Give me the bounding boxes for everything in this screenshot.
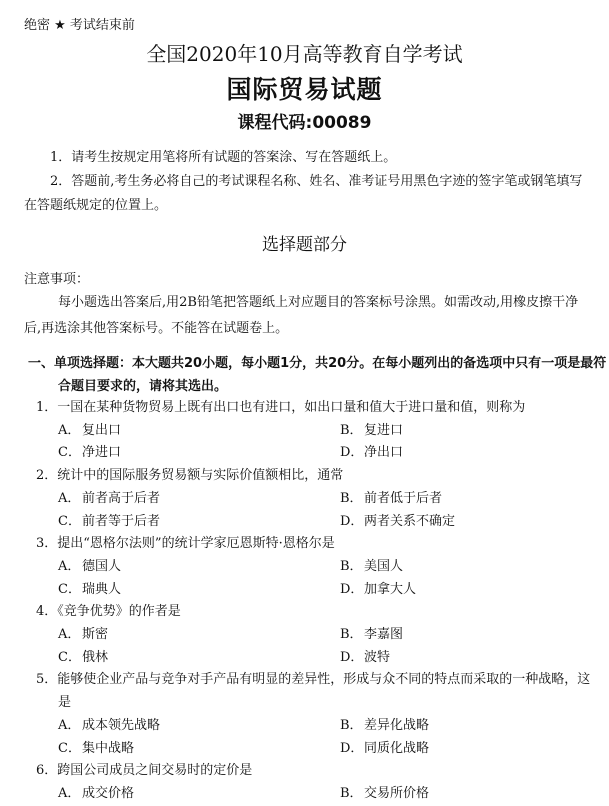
question-stem <box>36 601 591 624</box>
option-letter: A． <box>58 627 81 643</box>
option-text: 瑞典人 <box>82 581 122 597</box>
option-letter: B． <box>340 785 363 801</box>
question-list <box>36 397 591 806</box>
option-letter: C． <box>58 513 81 529</box>
question-text: 一国在某种货物贸易上既有出口也有进口，如出口量和值大于进口量和值，则称为 <box>57 400 526 415</box>
option-a <box>58 556 340 579</box>
option-group <box>36 624 591 669</box>
question-text: 提出“恩格尔法则”的统计学家厄恩斯特·恩格尔是 <box>57 536 335 552</box>
question-5 <box>36 669 591 760</box>
option-a <box>58 624 340 647</box>
question-3 <box>36 533 591 601</box>
option-d <box>340 579 590 602</box>
option-text: 同质化战略 <box>364 740 430 756</box>
option-letter: D． <box>340 581 364 597</box>
option-text: 斯密 <box>82 627 109 643</box>
option-text: 美国人 <box>364 558 404 574</box>
option-text: 交易所价格 <box>364 785 430 801</box>
option-text: 前者等于后者 <box>82 513 161 529</box>
question-stem <box>36 465 591 488</box>
option-b <box>340 715 590 738</box>
option-text: 复进口 <box>364 422 404 438</box>
option-c <box>58 442 340 465</box>
option-text: 前者低于后者 <box>364 490 443 506</box>
option-a <box>58 420 340 443</box>
option-text: 净进口 <box>82 445 122 461</box>
option-b <box>340 420 590 443</box>
option-d <box>340 647 590 670</box>
option-letter: B． <box>340 627 363 643</box>
option-letter: C． <box>58 649 81 665</box>
option-b <box>340 624 590 647</box>
subject-title: 国际贸易试题 <box>226 75 383 104</box>
notice-label: 注意事项： <box>24 272 90 287</box>
option-c <box>58 511 340 534</box>
option-letter: C． <box>58 740 81 756</box>
option-group <box>36 783 591 806</box>
question-text: 统计中的国际服务贸易额与实际价值额相比，通常 <box>57 468 344 484</box>
option-letter: D． <box>340 445 364 461</box>
option-letter: A． <box>58 785 81 801</box>
question-stem <box>36 760 591 783</box>
option-a <box>58 488 340 511</box>
question-number: 5． <box>36 672 58 688</box>
notice-text: 每小题选出答案后,用2B铅笔把答题纸上对应题目的答案标号涂黑。如需改动,用橡皮擦干净后,再选涂其他答案标号。不能答在试题卷上。 <box>24 295 579 336</box>
option-group <box>36 488 591 533</box>
option-letter: B． <box>340 558 363 574</box>
option-c <box>58 647 340 670</box>
question-number: 4． <box>36 604 58 620</box>
option-text: 集中战略 <box>82 740 135 756</box>
option-group <box>36 556 591 601</box>
question-1 <box>36 397 591 465</box>
option-letter: A． <box>58 717 81 733</box>
option-letter: D． <box>340 513 364 529</box>
option-text: 加拿大人 <box>364 581 417 597</box>
option-text: 前者高于后者 <box>82 490 161 506</box>
question-text: 能够使企业产品与竞争对手产品有明显的差异性，形成与众不同的特点而采取的一种战略，这是 <box>57 672 591 711</box>
option-letter: C． <box>58 445 81 461</box>
question-text: 《竞争优势》的作者是 <box>57 604 181 620</box>
option-letter: A． <box>58 490 81 506</box>
option-d <box>340 511 590 534</box>
option-text: 俄林 <box>82 649 109 665</box>
option-c <box>58 579 340 602</box>
option-text: 复出口 <box>82 422 122 438</box>
question-6 <box>36 760 591 805</box>
option-letter: A． <box>58 422 81 438</box>
question-stem <box>36 669 591 714</box>
option-text: 李嘉图 <box>364 627 404 643</box>
exam-title: 全国2020年10月高等教育自学考试 <box>146 42 463 66</box>
question-stem <box>36 397 591 420</box>
option-b <box>340 556 590 579</box>
question-number: 2． <box>36 468 58 484</box>
option-b <box>340 488 590 511</box>
section-title: 选择题部分 <box>262 235 347 255</box>
option-d <box>340 442 590 465</box>
option-letter: C． <box>58 581 81 597</box>
option-text: 两者关系不确定 <box>364 513 456 529</box>
instruction-1: 1．请考生按规定用笔将所有试题的答案涂、写在答题纸上。 <box>50 150 397 165</box>
option-letter: B． <box>340 422 363 438</box>
option-text: 德国人 <box>82 558 122 574</box>
question-number: 3． <box>36 536 58 552</box>
option-group <box>36 420 591 465</box>
option-letter: B． <box>340 490 363 506</box>
option-b <box>340 783 590 806</box>
option-letter: D． <box>340 740 364 756</box>
question-text: 跨国公司成员之间交易时的定价是 <box>57 763 253 779</box>
option-letter: D． <box>340 649 364 665</box>
option-text: 差异化战略 <box>364 717 430 733</box>
option-text: 净出口 <box>364 445 404 461</box>
option-c <box>58 738 340 761</box>
secret-mark: 绝密 ★ 考试结束前 <box>24 18 135 33</box>
option-a <box>58 783 340 806</box>
question-number: 1． <box>36 400 58 415</box>
question-number: 6． <box>36 763 58 779</box>
course-code: 课程代码:00089 <box>237 113 372 133</box>
question-stem <box>36 533 591 556</box>
part-one-heading: 一、单项选择题：本大题共20小题，每小题1分，共20分。在每小题列出的备选项中只有一项是最符合题目要求的，请将其选出。 <box>28 356 607 394</box>
question-4 <box>36 601 591 669</box>
option-letter: A． <box>58 558 81 574</box>
option-text: 成交价格 <box>82 785 135 801</box>
option-text: 成本领先战略 <box>82 717 161 733</box>
instruction-2: 2．答题前,考生务必将自己的考试课程名称、姓名、准考证号用黑色字迹的签字笔或钢笔填写在答题纸规定的位置上。 <box>24 174 583 213</box>
option-text: 波特 <box>364 649 391 665</box>
question-2 <box>36 465 591 533</box>
option-letter: B． <box>340 717 363 733</box>
option-a <box>58 715 340 738</box>
option-group <box>36 715 591 760</box>
option-d <box>340 738 590 761</box>
